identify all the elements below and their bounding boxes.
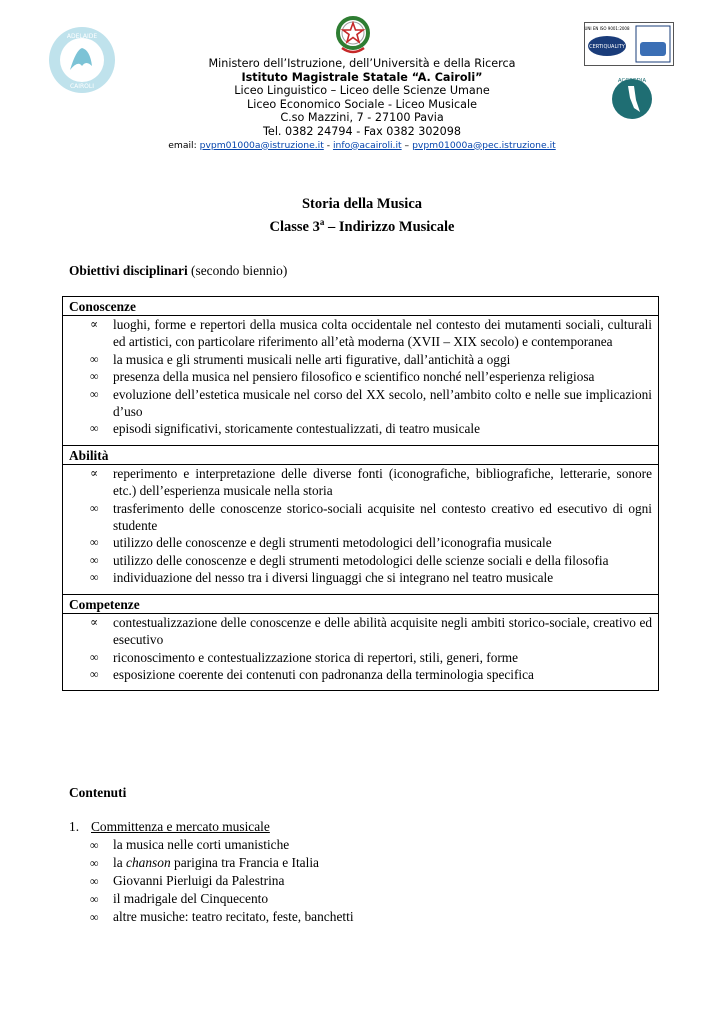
email-separator: – [401, 139, 413, 151]
topic-number: 1. [69, 819, 80, 834]
email-separator: - [323, 139, 333, 151]
bullet-icon: ∞ [90, 838, 99, 852]
bullet-icon: ∞ [90, 874, 99, 888]
svg-text:ADELAIDE: ADELAIDE [66, 33, 98, 40]
section-conoscenze [63, 297, 658, 446]
list-item [69, 872, 629, 890]
title-class-post: – Indirizzo Musicale [324, 218, 455, 235]
objectives-bold: Obiettivi disciplinari [69, 263, 188, 278]
item-text: luoghi, forme e repertori della musica colta occidentale nel contesto dei mutamenti sociali, culturali ed artistici, con particolare riferimento all’età moderna (XVII – XIX secolo) e contemporanea [113, 317, 652, 350]
email-label: email: [168, 139, 197, 151]
section-abilità [63, 446, 658, 595]
document-title [0, 195, 724, 236]
list-item [63, 316, 652, 351]
list-item [63, 500, 652, 535]
list-item [69, 890, 629, 908]
list-item [69, 908, 629, 926]
ministry-line: Ministero dell’Istruzione, dell’Università e della Ricerca [208, 57, 516, 70]
item-text: utilizzo delle conoscenze e degli strumenti metodologici delle scienze sociali e della filosofia [113, 552, 609, 568]
italian-republic-emblem [334, 14, 372, 56]
item-text: Giovanni Pierluigi da Palestrina [113, 873, 285, 888]
list-item [63, 351, 652, 368]
list-item [63, 649, 652, 666]
bullet-icon: ∞ [90, 570, 99, 585]
item-text: trasferimento delle conoscenze storico-sociali acquisite nel contesto creativo ed esecutivo di ogni studente [113, 500, 652, 534]
item-text: contestualizzazione delle conoscenze e delle abilità acquisite negli ambiti storico-sociale, creativo ed esecutivo [113, 614, 652, 648]
svg-text:CERTIQUALITY: CERTIQUALITY [589, 44, 625, 50]
section-items [63, 316, 658, 438]
list-item [69, 836, 629, 854]
email-link-istruzione[interactable]: pvpm01000a@istruzione.it [199, 139, 324, 151]
contents-heading: Contenuti [69, 785, 127, 800]
item-text: riconoscimento e contestualizzazione storica di repertori, stili, generi, forme [113, 649, 519, 665]
bullet-icon: ∞ [90, 552, 99, 567]
item-text: la musica e gli strumenti musicali nelle arti figurative, dall’antichità a oggi [113, 351, 511, 367]
list-item [63, 534, 652, 551]
title-class-pre: Classe 3 [269, 218, 320, 235]
section-items [63, 614, 658, 684]
email-link-pec[interactable]: pvpm01000a@pec.istruzione.it [412, 139, 556, 151]
phone-fax-line: Tel. 0382 24794 - Fax 0382 302098 [263, 124, 461, 138]
item-text: la [113, 855, 127, 870]
list-item [69, 854, 629, 872]
item-text: utilizzo delle conoscenze e degli strumenti metodologici dell’iconografia musicale [113, 535, 552, 551]
bullet-icon: ∞ [90, 421, 99, 436]
bullet-icon: ∝ [90, 465, 99, 480]
list-item [63, 666, 652, 683]
svg-text:UNI EN ISO 9001:2008: UNI EN ISO 9001:2008 [584, 26, 630, 31]
section-competenze [63, 595, 658, 692]
contents-list [69, 818, 629, 926]
email-link-info[interactable]: info@acairoli.it [332, 139, 402, 151]
item-text: la musica nelle corti umanistiche [113, 837, 290, 852]
section-heading: Competenze [63, 595, 658, 614]
item-text: individuazione del nesso tra i diversi linguaggi che si integrano nel teatro musicale [113, 570, 554, 586]
list-item [63, 552, 652, 569]
item-text: esposizione coerente dei contenuti con padronanza della terminologia specifica [113, 666, 534, 682]
svg-text:CAIROLI: CAIROLI [69, 83, 95, 90]
school-types-line: Liceo Linguistico – Liceo delle Scienze Umane [234, 84, 490, 98]
bullet-icon: ∞ [90, 535, 99, 550]
bullet-icon: ∞ [90, 649, 99, 664]
section-heading: Abilità [63, 446, 658, 465]
item-text: il madrigale del Cinquecento [113, 891, 269, 906]
list-item [63, 569, 652, 586]
list-item [63, 420, 652, 437]
address-line: C.so Mazzini, 7 - 27100 Pavia [280, 111, 444, 125]
topic-title: Committenza e mercato musicale [91, 819, 270, 834]
objectives-heading [69, 263, 287, 279]
item-text: episodi significativi, storicamente contestualizzati, di teatro musicale [113, 421, 481, 437]
item-text: presenza della musica nel pensiero filosofico e scientifico nonché nell’esperienza religiosa [113, 369, 595, 385]
title-class-sup: a [319, 217, 325, 227]
item-text-post: parigina tra Francia e Italia [170, 855, 319, 870]
bullet-icon: ∝ [90, 317, 99, 331]
bullet-icon: ∞ [90, 856, 99, 870]
topic-items [69, 836, 629, 926]
email-line [0, 140, 724, 152]
bullet-icon: ∝ [90, 614, 99, 629]
item-text: evoluzione dell’estetica musicale nel corso del XX secolo, nell’ambito colto e nelle sue implicazioni d’uso [113, 386, 652, 420]
list-item [63, 368, 652, 385]
school-types-line-2: Liceo Economico Sociale - Liceo Musicale [247, 97, 477, 111]
bullet-icon: ∞ [90, 666, 99, 681]
list-item [63, 465, 652, 500]
bullet-icon: ∞ [90, 386, 99, 401]
title-class [0, 213, 724, 236]
objectives-table [62, 296, 659, 691]
bullet-icon: ∞ [90, 369, 99, 384]
section-items [63, 465, 658, 587]
list-item [63, 614, 652, 649]
institution-header [0, 57, 724, 152]
objectives-rest: (secondo biennio) [187, 263, 288, 278]
section-heading: Conoscenze [63, 297, 658, 316]
list-item [63, 386, 652, 421]
svg-text:ACCREDIA: ACCREDIA [617, 78, 647, 84]
bullet-icon: ∞ [90, 892, 99, 906]
bullet-icon: ∞ [90, 910, 99, 924]
institute-name: Istituto Magistrale Statale “A. Cairoli” [241, 70, 483, 84]
bullet-icon: ∞ [90, 500, 99, 515]
title-subject: Storia della Musica [301, 196, 423, 212]
contents-topic [69, 818, 629, 836]
item-text: altre musiche: teatro recitato, feste, banchetti [113, 909, 354, 924]
bullet-icon: ∞ [90, 351, 99, 366]
item-text-italic: chanson [126, 855, 171, 870]
item-text: reperimento e interpretazione delle diverse fonti (iconografiche, bibliografiche, letterarie, sonore etc.) dell’esperienza musicale nella storia [113, 465, 652, 499]
